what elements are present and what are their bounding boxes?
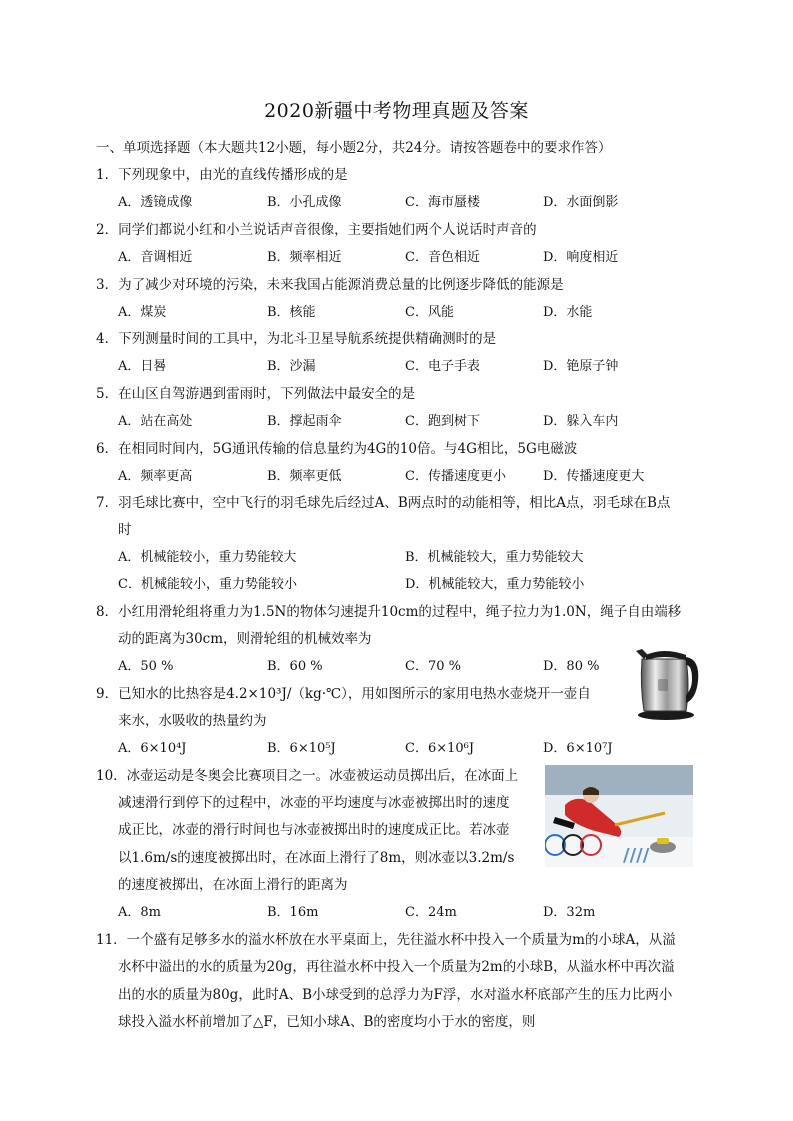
curling-image [545,765,693,867]
q3-option-d: D．水能 [543,305,593,320]
q10-option-a: A．8m [118,905,161,920]
question-10-line-1: 10．冰壶运动是冬奥会比赛项目之一。冰壶被运动员掷出后，在冰面上 [96,768,519,784]
q4-option-d: D．铯原子钟 [543,359,619,374]
question-7-stem: 7．羽毛球比赛中，空中飞行的羽毛球先后经过A、B两点时的动能相等，相比A点，羽毛球在B点 [96,495,671,511]
q8-option-d: D．80 % [543,659,600,674]
question-9-stem: 9．已知水的比热容是4.2×10³J/（kg·℃），用如图所示的家用电热水壶烧开一壶自 [96,686,591,702]
question-5-stem: 5．在山区自驾游遇到雷雨时，下列做法中最安全的是 [96,386,416,402]
question-9-stem-cont: 来水，水吸收的热量约为 [118,713,267,729]
q9-option-a: A．6×10⁴J [118,741,187,756]
page-title: 2020新疆中考物理真题及答案 [264,100,529,122]
question-4-stem: 4．下列测量时间的工具中，为北斗卫星导航系统提供精确测时的是 [96,331,497,347]
section-heading: 一、单项选择题（本大题共12小题，每小题2分，共24分。请按答题卷中的要求作答） [96,140,612,156]
question-11-line-4: 球投入溢水杯前增加了△F，已知小球A、B的密度均小于水的密度，则 [118,1014,536,1030]
question-10-line-3: 成正比，冰壶的滑行时间也与冰壶被掷出时的速度成正比。若冰壶 [118,822,510,838]
question-6-stem: 6．在相同时间内，5G通讯传输的信息量约为4G的10倍。与4G相比，5G电磁波 [96,441,578,457]
q1-option-a: A．透镜成像 [118,195,193,210]
q6-option-d: D．传播速度更大 [543,469,645,484]
q10-option-b: B．16m [267,905,319,920]
curling-athlete-icon [545,765,693,867]
q1-option-b: B．小孔成像 [267,195,342,210]
q2-option-d: D．响度相近 [543,250,619,265]
question-11-line-2: 水杯中溢出的水的质量为20g，再往溢水杯中投入一个质量为2m的小球B，从溢水杯中再次溢 [118,959,675,975]
question-11-line-3: 出的水的质量为80g，此时A、B小球受到的总浮力为F浮，水对溢水杯底部产生的压力比两小 [118,987,673,1003]
question-8-stem: 8．小红用滑轮组将重力为1.5N的物体匀速提升10cm的过程中，绳子拉力为1.0N，绳子自由端移 [96,604,682,620]
question-10-line-5: 的速度被掷出，在冰面上滑行的距离为 [118,877,348,893]
q2-option-a: A．音调相近 [118,250,193,265]
q2-option-c: C．音色相近 [405,250,480,265]
q7-option-c: C．机械能较小，重力势能较小 [118,577,297,592]
q1-option-c: C．海市蜃楼 [405,195,480,210]
q2-option-b: B．频率相近 [267,250,342,265]
q4-option-b: B．沙漏 [267,359,316,374]
q3-option-c: C．风能 [405,305,454,320]
question-7-stem-cont: 时 [118,522,132,538]
q5-option-a: A．站在高处 [118,414,193,429]
q4-option-c: C．电子手表 [405,359,480,374]
q10-option-d: D．32m [543,905,596,920]
q9-option-d: D．6×10⁷J [543,741,613,756]
q9-option-b: B．6×10⁵J [267,741,336,756]
q5-option-b: B．撑起雨伞 [267,414,342,429]
q8-option-a: A．50 % [118,659,174,674]
electric-kettle-image [634,641,702,721]
q10-option-c: C．24m [405,905,457,920]
q5-option-d: D．躲入车内 [543,414,619,429]
question-3-stem: 3．为了减少对环境的污染，未来我国占能源消费总量的比例逐步降低的能源是 [96,277,564,293]
q3-option-a: A．煤炭 [118,305,167,320]
q6-option-b: B．频率更低 [267,469,342,484]
question-8-stem-cont: 动的距离为30cm，则滑轮组的机械效率为 [118,631,372,647]
svg-text:////: //// [623,845,650,866]
q6-option-a: A．频率更高 [118,469,193,484]
question-1-stem: 1．下列现象中，由光的直线传播形成的是 [96,167,348,183]
q3-option-b: B．核能 [267,305,316,320]
q8-option-b: B．60 % [267,659,323,674]
q7-option-d: D．机械能较大，重力势能较小 [405,577,585,592]
q1-option-d: D．水面倒影 [543,195,619,210]
kettle-icon [634,641,702,721]
question-10-line-4: 以1.6m/s的速度被掷出时，在冰面上滑行了8m，则冰壶以3.2m/s [118,850,515,866]
q4-option-a: A．日晷 [118,359,167,374]
question-2-stem: 2．同学们都说小红和小兰说话声音很像，主要指她们两个人说话时声音的 [96,222,537,238]
question-11-line-1: 11．一个盛有足够多水的溢水杯放在水平桌面上，先往溢水杯中投入一个质量为m的小球A，从溢 [96,932,676,948]
q7-option-b: B．机械能较大，重力势能较大 [405,550,584,565]
q9-option-c: C．6×10⁶J [405,741,475,756]
question-10-line-2: 减速滑行到停下的过程中，冰壶的平均速度与冰壶被掷出时的速度 [118,795,510,811]
q7-option-a: A．机械能较小，重力势能较大 [118,550,297,565]
q8-option-c: C．70 % [405,659,461,674]
q5-option-c: C．跑到树下 [405,414,480,429]
q6-option-c: C．传播速度更小 [405,469,506,484]
